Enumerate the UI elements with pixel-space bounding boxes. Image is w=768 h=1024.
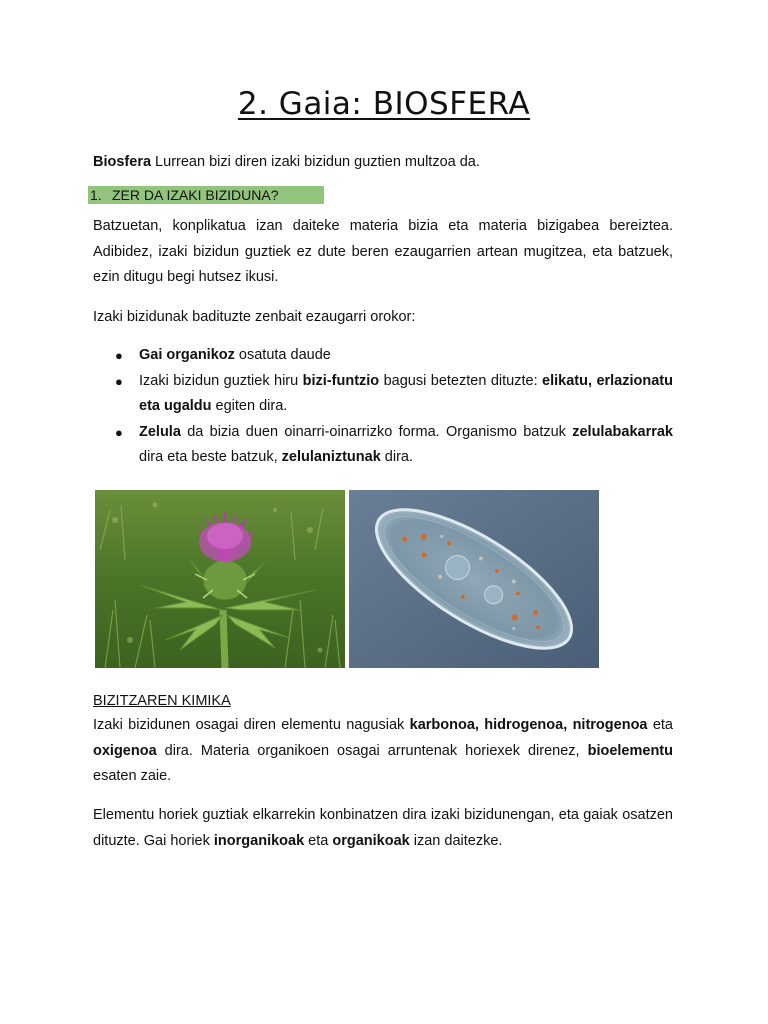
paragraph-4: [93, 803, 673, 854]
intro-text: Lurrean bizi diren izaki bizidun guztien multzoa da.: [151, 154, 480, 170]
text: Elementu horiek guztiak elkarrekin konbinatzen dira izaki bizidunengan, eta gaiak osatzen dituzte. Gai horiek: [93, 807, 673, 849]
list-item: [93, 369, 673, 420]
paragraph-1: Batzuetan, konplikatua izan daiteke materia bizia eta materia bizigabea bereiztea. Adibidez, izaki bizidun guztiek ez dute beren ezaugarrien artean mugitzea, eta batzuek, ezin ditugu begi hutsez ikusi.: [93, 218, 673, 285]
bullet-icon: ●: [115, 424, 123, 440]
bold-text: bioelementu: [587, 742, 673, 759]
paramecium-illustration: [349, 490, 599, 668]
page-title: 2. Gaia: BIOSFERA: [237, 86, 531, 122]
text: eta: [647, 717, 673, 733]
list-item: [93, 343, 673, 369]
text: bagusi betezten dituzte:: [379, 372, 543, 389]
text: Izaki bizidun guztiek hiru: [139, 372, 303, 389]
bold-text: bizi-funtzio: [302, 372, 380, 389]
bold-text: karbonoa, hidrogenoa, nitrogenoa: [409, 717, 648, 733]
bold-text: Gai organikoz: [139, 347, 235, 363]
text: eta: [304, 832, 333, 849]
text: osatuta daude: [234, 347, 331, 363]
text: dira eta beste batzuk,: [139, 449, 282, 465]
bold-text: inorganikoak: [213, 832, 305, 849]
text: da bizia duen oinarri-oinarrizko forma. Organismo batzuk: [180, 423, 573, 440]
characteristics-list: [93, 343, 673, 471]
thistle-illustration: [95, 490, 345, 668]
bullet-icon: ●: [115, 373, 123, 389]
section-heading-1: [88, 186, 324, 204]
list-item: [93, 420, 673, 471]
bold-text: zelulaniztunak: [281, 449, 381, 465]
bold-text: zelulabakarrak: [572, 423, 673, 440]
intro-paragraph: [93, 150, 673, 176]
thistle-flower-photo: [95, 490, 345, 668]
bullet-icon: ●: [115, 348, 123, 363]
bold-text: oxigenoa: [93, 742, 157, 759]
text: Izaki bizidunen osagai diren elementu nagusiak: [93, 717, 410, 733]
paragraph-2: Izaki bizidunak badituzte zenbait ezaugarri orokor:: [93, 309, 416, 325]
bold-text: elikatu, erlazionatu eta ugaldu: [139, 372, 673, 414]
section-number: 1.: [90, 187, 102, 203]
text: izan daitezke.: [409, 832, 503, 849]
paragraph-3: [93, 713, 673, 790]
intro-term: Biosfera: [93, 154, 152, 170]
text: esaten zaie.: [93, 768, 172, 784]
section-label: ZER DA IZAKI BIZIDUNA?: [112, 187, 279, 203]
bold-text: organikoak: [332, 832, 410, 849]
paramecium-micrograph: [349, 490, 599, 668]
text: egiten dira.: [211, 398, 288, 414]
bold-text: Zelula: [139, 423, 181, 440]
text: dira.: [380, 449, 414, 465]
section-subheading: BIZITZAREN KIMIKA: [93, 693, 231, 709]
text: dira. Materia organikoen osagai arruntenak horiexek direnez,: [156, 742, 588, 759]
